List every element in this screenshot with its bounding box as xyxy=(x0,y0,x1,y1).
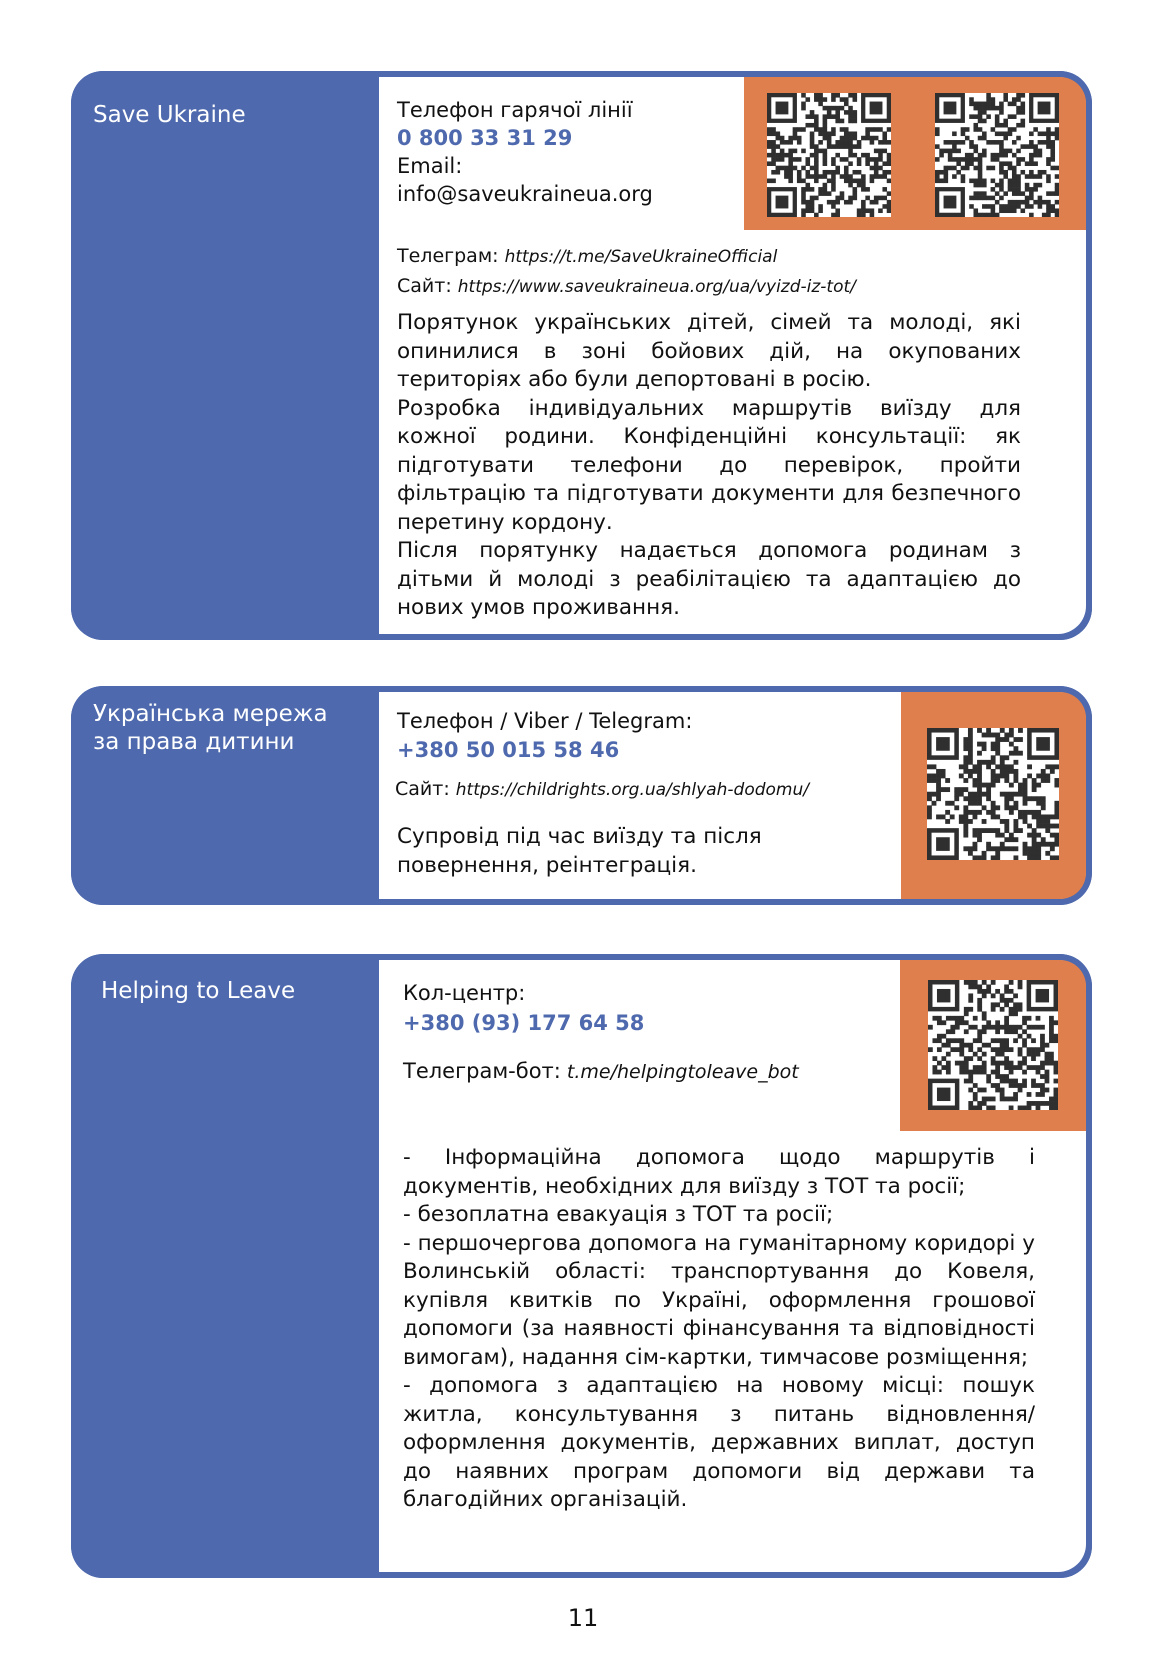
telegram-link[interactable]: https://t.me/SaveUkraineOfficial xyxy=(504,247,778,267)
description-item: - першочергова допомога на гуманітарному коридорі у Волинській області: транспортування до Ковеля, купівля квитків по Україні, оформлення грошової допомоги (за наявності фінансування та відповідності вимогам), надання сім-картки, тимчасове розміщення; xyxy=(403,1230,1035,1370)
description-item: - безоплатна евакуація з ТОТ та росії; xyxy=(403,1202,834,1227)
email-label: Email: xyxy=(397,154,463,178)
qr-code-icon[interactable] xyxy=(927,728,1059,860)
description-paragraph: Після порятунку надається допомога родинам з дітьми й молоді з реабілітацією та адаптацією до нових умов проживання. xyxy=(397,538,1021,620)
contact-label: Телефон / Viber / Telegram: xyxy=(397,709,693,733)
description xyxy=(397,823,837,880)
description-paragraph: Порятунок українських дітей, сімей та молоді, які опинилися в зоні бойових дій, на окупованих територіях або були депортовані в росію. xyxy=(397,310,1021,392)
qr-code-icon[interactable] xyxy=(767,93,891,217)
qr-code-icon[interactable] xyxy=(935,93,1059,217)
site-row xyxy=(395,774,809,805)
callcenter-label: Кол-центр: xyxy=(403,981,526,1005)
org-name: Save Ukraine xyxy=(93,102,246,128)
site-link[interactable]: https://www.saveukraineua.org/ua/vyizd-iz-tot/ xyxy=(457,277,856,297)
contact-panel xyxy=(379,77,1086,634)
description-paragraph: Розробка індивідуальних маршрутів виїзду для кожної родини. Конфіденційні консультації: як підготувати телефони до перевірок, пройти фільтрацію та підготувати документи для безпечного перетину кордону. xyxy=(397,395,1021,535)
org-name: Українська мережа за права дитини xyxy=(93,701,328,755)
site-label: Сайт: xyxy=(397,275,452,297)
bot-row xyxy=(403,1057,799,1087)
telegram-label: Телеграм: xyxy=(397,245,499,267)
hotline-phone[interactable]: 0 800 33 31 29 xyxy=(397,126,573,150)
org-card-save-ukraine xyxy=(71,71,1092,640)
description-item: - допомога з адаптацією на новому місці: пошук житла, консультування з питань відновлення/оформлення документів, державних виплат, доступ до наявних програм допомоги від держави та благодійних організацій. xyxy=(403,1373,1035,1512)
qr-panel xyxy=(900,960,1086,1131)
page-number: 11 xyxy=(567,1604,599,1632)
description-paragraph: Супровід під час виїзду та після повернення, реінтеграція. xyxy=(397,824,762,878)
site-link[interactable]: https://childrights.org.ua/shlyah-dodomu/ xyxy=(455,780,809,800)
site-label: Сайт: xyxy=(395,778,450,800)
callcenter-phone[interactable]: +380 (93) 177 64 58 xyxy=(403,1011,645,1035)
qr-code-icon[interactable] xyxy=(928,980,1058,1110)
hotline-label: Телефон гарячої лінії xyxy=(397,98,633,122)
qr-panel xyxy=(901,692,1086,899)
contact-phone[interactable]: +380 50 015 58 46 xyxy=(397,738,620,762)
telegram-row xyxy=(397,241,777,272)
qr-panel xyxy=(744,77,1086,230)
description-item: - Інформаційна допомога щодо маршрутів і документів, необхідних для виїзду з ТОТ та росії; xyxy=(403,1145,1035,1199)
org-card-child-rights-network xyxy=(71,686,1092,905)
description xyxy=(397,309,1021,623)
bot-label: Телеграм-бот: xyxy=(403,1059,561,1083)
site-row xyxy=(397,271,856,302)
bot-link[interactable]: t.me/helpingtoleave_bot xyxy=(566,1061,799,1083)
contact-panel xyxy=(379,692,1086,899)
org-card-helping-to-leave xyxy=(71,954,1092,1578)
email-address[interactable]: info@saveukraineua.org xyxy=(397,182,653,206)
org-name: Helping to Leave xyxy=(101,978,296,1004)
contact-panel xyxy=(379,960,1086,1572)
description xyxy=(403,1144,1035,1515)
